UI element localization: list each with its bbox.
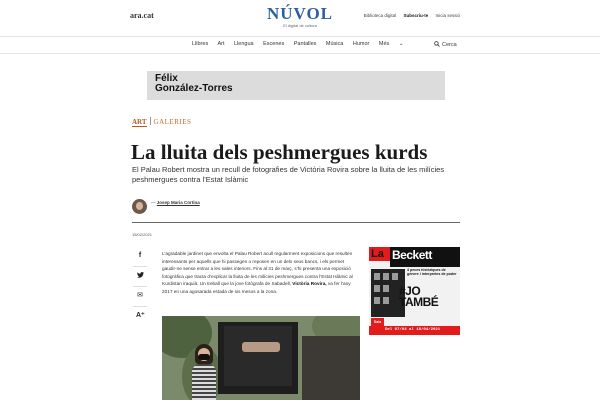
author-prefix: — (151, 200, 156, 205)
body-text-part-1: L’agradable jardinet que envolta el Palau Robert acull regularment exposicions que resulten interessants per aquells que hi passegen o reposen en un dels seus bancs, i els permet gaudir-ne sense entrar a les sales interiors. Fins al 31 de març, s’hi presenta una exposició fotogràfica que tracta d’explicar la lluita de les milícies peshmergues contra l’Estat Islàmic al Kurdistan iraquià. Un treball que la jove fotògrafa de Sabadell, (162, 251, 353, 286)
main-nav (0, 36, 600, 54)
ad-building-window (383, 285, 389, 292)
ara-logo-link[interactable]: ara.cat (130, 11, 154, 20)
body-text-part-2: va fer l’any 2017 en una agosarada estada de sis mesos a la zona. (162, 281, 351, 294)
ad-hashtag-line-1: #JO (399, 284, 421, 298)
font-size-icon[interactable]: A⁺ (136, 312, 145, 319)
email-icon[interactable]: ✉ (137, 292, 143, 299)
publish-date: 15/02/2021 (132, 232, 153, 237)
photo-exhibit-panel (218, 322, 298, 394)
nav-item-llibres[interactable]: Llibres (192, 41, 209, 47)
banner-line-1: Félix (155, 73, 178, 84)
ad-beckett-text: Beckett (390, 247, 460, 267)
photo-veiled-face (242, 342, 280, 352)
search-icon (434, 41, 440, 47)
ad-dates: Del 07/04 al 18/04/2021 (385, 328, 441, 332)
ad-building-window (374, 297, 380, 304)
ad-building-window (392, 273, 398, 280)
top-header (0, 0, 600, 34)
library-link[interactable]: Biblioteca digital (363, 13, 397, 18)
share-divider (133, 306, 147, 307)
photo-visitor (192, 344, 216, 400)
photo-visitor-mask (198, 354, 210, 360)
banner-text (155, 74, 233, 94)
login-link[interactable]: Inicia sessió (435, 13, 460, 18)
logo-subtitle: El digital de cultura (283, 23, 317, 28)
ad-hashtag-line-2: TAMBÉ (399, 295, 439, 309)
ad-description: 4 peces històriques de gènere i interpretes de poder (407, 268, 457, 277)
section-separator (150, 117, 151, 125)
title-divider (132, 222, 460, 223)
photo-print (224, 326, 292, 386)
nav-item-musica[interactable]: Música (325, 41, 344, 47)
ad-la-text: La (371, 248, 384, 260)
article-title: La lluita dels peshmergues kurds (131, 140, 428, 164)
photo-visitor-shirt (192, 364, 216, 400)
ad-building-window (374, 285, 380, 292)
top-links (358, 13, 460, 18)
nav-item-mes[interactable] (379, 41, 412, 47)
ad-building-window (374, 273, 380, 280)
author-avatar[interactable] (132, 199, 147, 214)
banner-line-2: González-Torres (155, 83, 233, 94)
nav-item-llengua[interactable]: Llengua (234, 41, 254, 47)
section-link-galeries[interactable]: GALERIES (153, 118, 192, 126)
nav-item-art[interactable]: Art (217, 41, 225, 47)
search-label: Cerca (442, 42, 457, 48)
logo-title: NÚVOL (266, 4, 334, 23)
avatar-face (136, 202, 143, 210)
exhibition-banner[interactable] (147, 71, 445, 100)
share-divider (133, 266, 147, 267)
subscribe-link[interactable]: Subscriu-te (403, 13, 429, 18)
nav-item-escenes[interactable]: Escenes (263, 41, 285, 47)
photographer-name: Victòria Rovira, (292, 281, 327, 286)
ad-building-window (383, 297, 389, 304)
photo-second-panel (302, 336, 360, 400)
twitter-bird-glyph (137, 272, 144, 278)
chevron-down-icon: ⌄ (398, 41, 404, 47)
twitter-icon[interactable] (136, 272, 144, 280)
nav-item-pantalles[interactable]: Pantalles (293, 41, 317, 47)
nav-item-mes-label: Més (378, 41, 390, 47)
author-link[interactable]: Josep Maria Cortina (156, 200, 200, 205)
ad-building-window (383, 273, 389, 280)
share-divider (133, 286, 147, 287)
advertisement-la-beckett[interactable] (369, 247, 460, 335)
breadcrumb (132, 117, 191, 126)
facebook-icon[interactable]: f (138, 252, 142, 259)
author-byline (151, 200, 200, 205)
nav-item-humor[interactable]: Humor (352, 41, 370, 47)
ad-sala-logo: Sala (371, 318, 384, 326)
nuvol-logo[interactable] (258, 4, 342, 28)
search-button[interactable] (434, 41, 457, 48)
nav-items (192, 41, 419, 47)
article-body (162, 250, 358, 295)
article-subtitle: El Palau Robert mostra un recull de fotografies de Victòria Rovira sobre la lluita de les milícies peshmergues contra l’Estat Islàmic (132, 165, 445, 184)
article-photo[interactable] (162, 316, 360, 400)
section-link-art[interactable]: ART (132, 118, 147, 126)
